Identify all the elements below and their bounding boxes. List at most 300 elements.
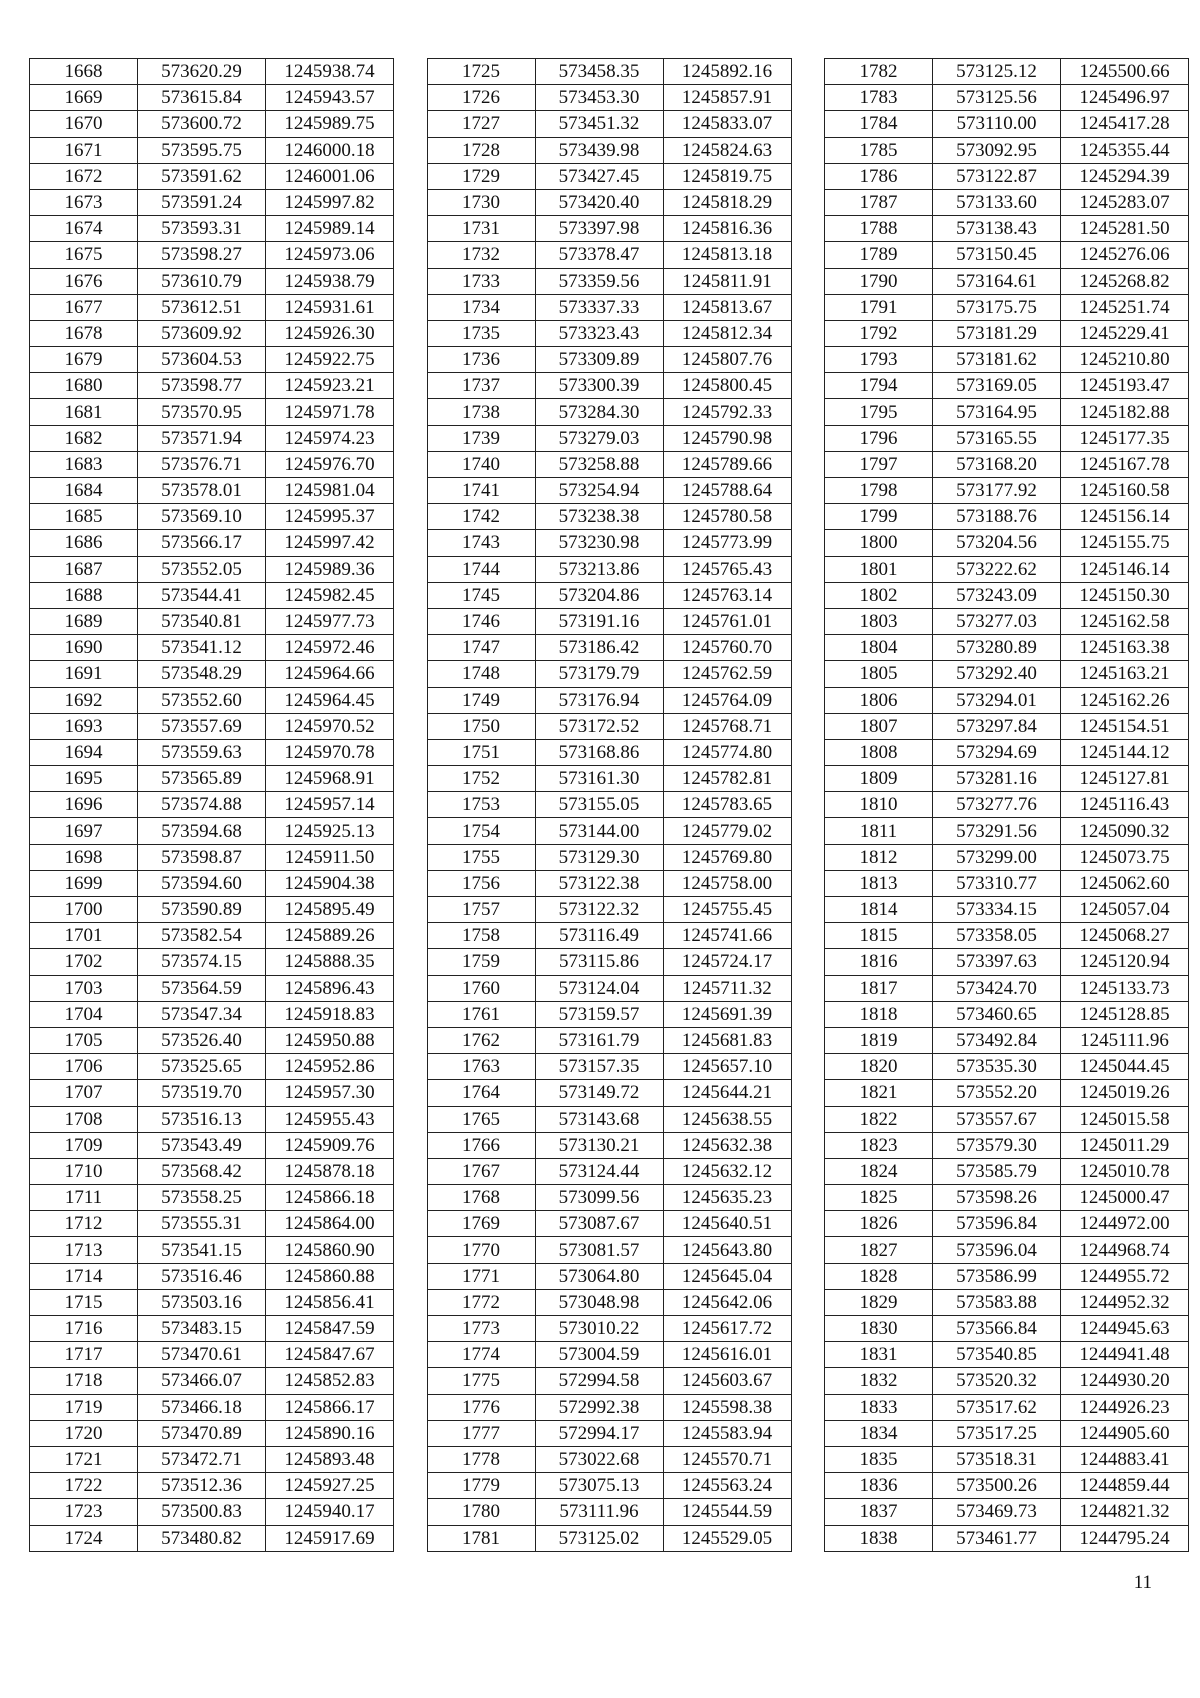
x-coordinate-cell: 573604.53 xyxy=(138,347,266,373)
x-coordinate-cell: 572994.17 xyxy=(535,1420,663,1446)
point-number-cell: 1797 xyxy=(825,451,933,477)
x-coordinate-cell: 573277.76 xyxy=(933,792,1061,818)
point-number-cell: 1743 xyxy=(427,530,535,556)
x-coordinate-cell: 573472.71 xyxy=(138,1446,266,1472)
y-coordinate-cell: 1245788.64 xyxy=(663,478,791,504)
point-number-cell: 1725 xyxy=(427,59,535,85)
y-coordinate-cell: 1244905.60 xyxy=(1061,1420,1189,1446)
x-coordinate-cell: 573470.89 xyxy=(138,1420,266,1446)
table-row xyxy=(825,792,1189,818)
x-coordinate-cell: 573144.00 xyxy=(535,818,663,844)
x-coordinate-cell: 573297.84 xyxy=(933,713,1061,739)
table-row xyxy=(30,399,394,425)
y-coordinate-cell: 1245283.07 xyxy=(1061,189,1189,215)
point-number-cell: 1755 xyxy=(427,844,535,870)
table-row xyxy=(825,1237,1189,1263)
point-number-cell: 1812 xyxy=(825,844,933,870)
y-coordinate-cell: 1245819.75 xyxy=(663,163,791,189)
y-coordinate-cell: 1245229.41 xyxy=(1061,320,1189,346)
coordinate-tables xyxy=(29,58,1189,1552)
x-coordinate-cell: 573081.57 xyxy=(535,1237,663,1263)
table-row xyxy=(427,425,791,451)
x-coordinate-cell: 573582.54 xyxy=(138,923,266,949)
y-coordinate-cell: 1245812.34 xyxy=(663,320,791,346)
x-coordinate-cell: 573566.17 xyxy=(138,530,266,556)
y-coordinate-cell: 1245000.47 xyxy=(1061,1185,1189,1211)
y-coordinate-cell: 1245010.78 xyxy=(1061,1158,1189,1184)
point-number-cell: 1708 xyxy=(30,1106,138,1132)
point-number-cell: 1671 xyxy=(30,137,138,163)
y-coordinate-cell: 1244930.20 xyxy=(1061,1368,1189,1394)
y-coordinate-cell: 1245603.67 xyxy=(663,1368,791,1394)
y-coordinate-cell: 1246000.18 xyxy=(266,137,394,163)
table-row xyxy=(427,1263,791,1289)
table-row xyxy=(30,1525,394,1551)
table-row xyxy=(30,268,394,294)
x-coordinate-cell: 573004.59 xyxy=(535,1342,663,1368)
y-coordinate-cell: 1245496.97 xyxy=(1061,85,1189,111)
y-coordinate-cell: 1244972.00 xyxy=(1061,1211,1189,1237)
table-row xyxy=(30,451,394,477)
y-coordinate-cell: 1245926.30 xyxy=(266,320,394,346)
y-coordinate-cell: 1245657.10 xyxy=(663,1054,791,1080)
x-coordinate-cell: 573466.18 xyxy=(138,1394,266,1420)
y-coordinate-cell: 1245019.26 xyxy=(1061,1080,1189,1106)
y-coordinate-cell: 1245800.45 xyxy=(663,373,791,399)
table-row xyxy=(30,1342,394,1368)
y-coordinate-cell: 1245792.33 xyxy=(663,399,791,425)
y-coordinate-cell: 1245632.12 xyxy=(663,1158,791,1184)
x-coordinate-cell: 573565.89 xyxy=(138,766,266,792)
y-coordinate-cell: 1245789.66 xyxy=(663,451,791,477)
x-coordinate-cell: 573424.70 xyxy=(933,975,1061,1001)
y-coordinate-cell: 1245529.05 xyxy=(663,1525,791,1551)
y-coordinate-cell: 1245878.18 xyxy=(266,1158,394,1184)
y-coordinate-cell: 1245127.81 xyxy=(1061,766,1189,792)
point-number-cell: 1733 xyxy=(427,268,535,294)
table-row xyxy=(30,897,394,923)
x-coordinate-cell: 573578.01 xyxy=(138,478,266,504)
point-number-cell: 1757 xyxy=(427,897,535,923)
point-number-cell: 1781 xyxy=(427,1525,535,1551)
table-row xyxy=(825,189,1189,215)
point-number-cell: 1702 xyxy=(30,949,138,975)
table-row xyxy=(30,1080,394,1106)
x-coordinate-cell: 573181.62 xyxy=(933,347,1061,373)
point-number-cell: 1740 xyxy=(427,451,535,477)
point-number-cell: 1696 xyxy=(30,792,138,818)
x-coordinate-cell: 573570.95 xyxy=(138,399,266,425)
point-number-cell: 1762 xyxy=(427,1027,535,1053)
y-coordinate-cell: 1244968.74 xyxy=(1061,1237,1189,1263)
point-number-cell: 1764 xyxy=(427,1080,535,1106)
x-coordinate-cell: 573397.98 xyxy=(535,216,663,242)
y-coordinate-cell: 1245911.50 xyxy=(266,844,394,870)
table-row xyxy=(825,766,1189,792)
table-row xyxy=(30,923,394,949)
y-coordinate-cell: 1245062.60 xyxy=(1061,870,1189,896)
y-coordinate-cell: 1245281.50 xyxy=(1061,216,1189,242)
x-coordinate-cell: 573525.65 xyxy=(138,1054,266,1080)
table-row xyxy=(427,530,791,556)
x-coordinate-cell: 573048.98 xyxy=(535,1289,663,1315)
y-coordinate-cell: 1245866.17 xyxy=(266,1394,394,1420)
y-coordinate-cell: 1245852.83 xyxy=(266,1368,394,1394)
x-coordinate-cell: 573593.31 xyxy=(138,216,266,242)
y-coordinate-cell: 1245763.14 xyxy=(663,582,791,608)
x-coordinate-cell: 573359.56 xyxy=(535,268,663,294)
point-number-cell: 1670 xyxy=(30,111,138,137)
x-coordinate-cell: 573186.42 xyxy=(535,635,663,661)
y-coordinate-cell: 1245783.65 xyxy=(663,792,791,818)
x-coordinate-cell: 573284.30 xyxy=(535,399,663,425)
point-number-cell: 1689 xyxy=(30,608,138,634)
y-coordinate-cell: 1245957.30 xyxy=(266,1080,394,1106)
table-row xyxy=(427,635,791,661)
table-row xyxy=(825,1525,1189,1551)
point-number-cell: 1730 xyxy=(427,189,535,215)
y-coordinate-cell: 1245780.58 xyxy=(663,504,791,530)
x-coordinate-cell: 573243.09 xyxy=(933,582,1061,608)
y-coordinate-cell: 1245896.43 xyxy=(266,975,394,1001)
x-coordinate-cell: 573125.12 xyxy=(933,59,1061,85)
x-coordinate-cell: 573125.02 xyxy=(535,1525,663,1551)
x-coordinate-cell: 573559.63 xyxy=(138,739,266,765)
point-number-cell: 1805 xyxy=(825,661,933,687)
point-number-cell: 1686 xyxy=(30,530,138,556)
table-body xyxy=(825,59,1189,1552)
point-number-cell: 1820 xyxy=(825,1054,933,1080)
x-coordinate-cell: 573164.61 xyxy=(933,268,1061,294)
x-coordinate-cell: 573164.95 xyxy=(933,399,1061,425)
table-row xyxy=(30,1420,394,1446)
table-row xyxy=(30,1316,394,1342)
y-coordinate-cell: 1245997.82 xyxy=(266,189,394,215)
point-number-cell: 1836 xyxy=(825,1473,933,1499)
y-coordinate-cell: 1245925.13 xyxy=(266,818,394,844)
y-coordinate-cell: 1245860.90 xyxy=(266,1237,394,1263)
x-coordinate-cell: 573460.65 xyxy=(933,1001,1061,1027)
x-coordinate-cell: 573540.85 xyxy=(933,1342,1061,1368)
point-number-cell: 1771 xyxy=(427,1263,535,1289)
point-number-cell: 1736 xyxy=(427,347,535,373)
x-coordinate-cell: 573294.69 xyxy=(933,739,1061,765)
point-number-cell: 1703 xyxy=(30,975,138,1001)
table-row xyxy=(427,1001,791,1027)
x-coordinate-cell: 573585.79 xyxy=(933,1158,1061,1184)
y-coordinate-cell: 1245642.06 xyxy=(663,1289,791,1315)
point-number-cell: 1776 xyxy=(427,1394,535,1420)
point-number-cell: 1803 xyxy=(825,608,933,634)
table-row xyxy=(30,556,394,582)
x-coordinate-cell: 573591.62 xyxy=(138,163,266,189)
y-coordinate-cell: 1245922.75 xyxy=(266,347,394,373)
x-coordinate-cell: 573378.47 xyxy=(535,242,663,268)
table-row xyxy=(825,320,1189,346)
point-number-cell: 1669 xyxy=(30,85,138,111)
x-coordinate-cell: 573334.15 xyxy=(933,897,1061,923)
y-coordinate-cell: 1245982.45 xyxy=(266,582,394,608)
x-coordinate-cell: 573222.62 xyxy=(933,556,1061,582)
point-number-cell: 1698 xyxy=(30,844,138,870)
y-coordinate-cell: 1245950.88 xyxy=(266,1027,394,1053)
table-row xyxy=(30,1027,394,1053)
x-coordinate-cell: 573161.30 xyxy=(535,766,663,792)
table-row xyxy=(427,1342,791,1368)
y-coordinate-cell: 1245755.45 xyxy=(663,897,791,923)
y-coordinate-cell: 1245645.04 xyxy=(663,1263,791,1289)
y-coordinate-cell: 1245955.43 xyxy=(266,1106,394,1132)
table-row xyxy=(825,608,1189,634)
y-coordinate-cell: 1245691.39 xyxy=(663,1001,791,1027)
point-number-cell: 1742 xyxy=(427,504,535,530)
y-coordinate-cell: 1245162.58 xyxy=(1061,608,1189,634)
y-coordinate-cell: 1245146.14 xyxy=(1061,556,1189,582)
x-coordinate-cell: 573566.84 xyxy=(933,1316,1061,1342)
table-row xyxy=(427,111,791,137)
table-row xyxy=(825,294,1189,320)
y-coordinate-cell: 1245997.42 xyxy=(266,530,394,556)
y-coordinate-cell: 1245976.70 xyxy=(266,451,394,477)
table-row xyxy=(427,687,791,713)
x-coordinate-cell: 573518.31 xyxy=(933,1446,1061,1472)
table-row xyxy=(825,1368,1189,1394)
x-coordinate-cell: 573591.24 xyxy=(138,189,266,215)
x-coordinate-cell: 573087.67 xyxy=(535,1211,663,1237)
y-coordinate-cell: 1245417.28 xyxy=(1061,111,1189,137)
table-row xyxy=(30,766,394,792)
x-coordinate-cell: 573122.32 xyxy=(535,897,663,923)
y-coordinate-cell: 1244945.63 xyxy=(1061,1316,1189,1342)
point-number-cell: 1685 xyxy=(30,504,138,530)
table-row xyxy=(30,661,394,687)
point-number-cell: 1691 xyxy=(30,661,138,687)
x-coordinate-cell: 573177.92 xyxy=(933,478,1061,504)
x-coordinate-cell: 573300.39 xyxy=(535,373,663,399)
point-number-cell: 1745 xyxy=(427,582,535,608)
point-number-cell: 1741 xyxy=(427,478,535,504)
point-number-cell: 1778 xyxy=(427,1446,535,1472)
point-number-cell: 1724 xyxy=(30,1525,138,1551)
x-coordinate-cell: 573564.59 xyxy=(138,975,266,1001)
point-number-cell: 1694 xyxy=(30,739,138,765)
y-coordinate-cell: 1245970.78 xyxy=(266,739,394,765)
point-number-cell: 1687 xyxy=(30,556,138,582)
table-row xyxy=(30,137,394,163)
y-coordinate-cell: 1245816.36 xyxy=(663,216,791,242)
y-coordinate-cell: 1245923.21 xyxy=(266,373,394,399)
point-number-cell: 1699 xyxy=(30,870,138,896)
table-row xyxy=(825,85,1189,111)
x-coordinate-cell: 573124.44 xyxy=(535,1158,663,1184)
point-number-cell: 1765 xyxy=(427,1106,535,1132)
point-number-cell: 1798 xyxy=(825,478,933,504)
x-coordinate-cell: 573110.00 xyxy=(933,111,1061,137)
y-coordinate-cell: 1245889.26 xyxy=(266,923,394,949)
y-coordinate-cell: 1245892.16 xyxy=(663,59,791,85)
y-coordinate-cell: 1245856.41 xyxy=(266,1289,394,1315)
x-coordinate-cell: 573519.70 xyxy=(138,1080,266,1106)
y-coordinate-cell: 1245068.27 xyxy=(1061,923,1189,949)
x-coordinate-cell: 573461.77 xyxy=(933,1525,1061,1551)
x-coordinate-cell: 573595.75 xyxy=(138,137,266,163)
point-number-cell: 1766 xyxy=(427,1132,535,1158)
table-row xyxy=(427,975,791,1001)
x-coordinate-cell: 573598.26 xyxy=(933,1185,1061,1211)
table-row xyxy=(825,1158,1189,1184)
x-coordinate-cell: 573281.16 xyxy=(933,766,1061,792)
y-coordinate-cell: 1245888.35 xyxy=(266,949,394,975)
table-row xyxy=(825,1211,1189,1237)
y-coordinate-cell: 1245762.59 xyxy=(663,661,791,687)
point-number-cell: 1700 xyxy=(30,897,138,923)
y-coordinate-cell: 1245895.49 xyxy=(266,897,394,923)
x-coordinate-cell: 573294.01 xyxy=(933,687,1061,713)
table-row xyxy=(825,687,1189,713)
y-coordinate-cell: 1245090.32 xyxy=(1061,818,1189,844)
y-coordinate-cell: 1245598.38 xyxy=(663,1394,791,1420)
y-coordinate-cell: 1245758.00 xyxy=(663,870,791,896)
table-row xyxy=(427,1054,791,1080)
x-coordinate-cell: 573517.62 xyxy=(933,1394,1061,1420)
table-row xyxy=(825,556,1189,582)
point-number-cell: 1772 xyxy=(427,1289,535,1315)
x-coordinate-cell: 573279.03 xyxy=(535,425,663,451)
x-coordinate-cell: 573594.60 xyxy=(138,870,266,896)
y-coordinate-cell: 1245640.51 xyxy=(663,1211,791,1237)
y-coordinate-cell: 1245847.59 xyxy=(266,1316,394,1342)
point-number-cell: 1682 xyxy=(30,425,138,451)
table-row xyxy=(30,1158,394,1184)
table-row xyxy=(427,1368,791,1394)
y-coordinate-cell: 1245761.01 xyxy=(663,608,791,634)
table-row xyxy=(825,268,1189,294)
table-row xyxy=(30,792,394,818)
point-number-cell: 1693 xyxy=(30,713,138,739)
y-coordinate-cell: 1245635.23 xyxy=(663,1185,791,1211)
point-number-cell: 1711 xyxy=(30,1185,138,1211)
x-coordinate-cell: 573480.82 xyxy=(138,1525,266,1551)
table-row xyxy=(427,163,791,189)
table-row xyxy=(30,1185,394,1211)
y-coordinate-cell: 1245973.06 xyxy=(266,242,394,268)
x-coordinate-cell: 573547.34 xyxy=(138,1001,266,1027)
point-number-cell: 1683 xyxy=(30,451,138,477)
table-row xyxy=(30,1001,394,1027)
y-coordinate-cell: 1244821.32 xyxy=(1061,1499,1189,1525)
y-coordinate-cell: 1245971.78 xyxy=(266,399,394,425)
table-row xyxy=(30,189,394,215)
point-number-cell: 1676 xyxy=(30,268,138,294)
table-row xyxy=(825,870,1189,896)
table-row xyxy=(30,975,394,1001)
y-coordinate-cell: 1245638.55 xyxy=(663,1106,791,1132)
y-coordinate-cell: 1245011.29 xyxy=(1061,1132,1189,1158)
y-coordinate-cell: 1245167.78 xyxy=(1061,451,1189,477)
point-number-cell: 1794 xyxy=(825,373,933,399)
table-row xyxy=(427,1027,791,1053)
point-number-cell: 1714 xyxy=(30,1263,138,1289)
table-row xyxy=(427,294,791,320)
point-number-cell: 1779 xyxy=(427,1473,535,1499)
x-coordinate-cell: 573544.41 xyxy=(138,582,266,608)
point-number-cell: 1807 xyxy=(825,713,933,739)
x-coordinate-cell: 573574.15 xyxy=(138,949,266,975)
table-row xyxy=(825,1132,1189,1158)
table-row xyxy=(30,320,394,346)
point-number-cell: 1784 xyxy=(825,111,933,137)
x-coordinate-cell: 573075.13 xyxy=(535,1473,663,1499)
x-coordinate-cell: 573309.89 xyxy=(535,347,663,373)
table-row xyxy=(427,1499,791,1525)
x-coordinate-cell: 573535.30 xyxy=(933,1054,1061,1080)
table-row xyxy=(825,451,1189,477)
point-number-cell: 1721 xyxy=(30,1446,138,1472)
y-coordinate-cell: 1245210.80 xyxy=(1061,347,1189,373)
point-number-cell: 1756 xyxy=(427,870,535,896)
y-coordinate-cell: 1245294.39 xyxy=(1061,163,1189,189)
table-row xyxy=(427,1237,791,1263)
y-coordinate-cell: 1244955.72 xyxy=(1061,1263,1189,1289)
y-coordinate-cell: 1245957.14 xyxy=(266,792,394,818)
y-coordinate-cell: 1245782.81 xyxy=(663,766,791,792)
point-number-cell: 1827 xyxy=(825,1237,933,1263)
point-number-cell: 1831 xyxy=(825,1342,933,1368)
point-number-cell: 1761 xyxy=(427,1001,535,1027)
x-coordinate-cell: 573204.56 xyxy=(933,530,1061,556)
point-number-cell: 1760 xyxy=(427,975,535,1001)
point-number-cell: 1705 xyxy=(30,1027,138,1053)
point-number-cell: 1769 xyxy=(427,1211,535,1237)
x-coordinate-cell: 573168.86 xyxy=(535,739,663,765)
point-number-cell: 1792 xyxy=(825,320,933,346)
point-number-cell: 1679 xyxy=(30,347,138,373)
y-coordinate-cell: 1245044.45 xyxy=(1061,1054,1189,1080)
point-number-cell: 1833 xyxy=(825,1394,933,1420)
x-coordinate-cell: 573557.69 xyxy=(138,713,266,739)
point-number-cell: 1777 xyxy=(427,1420,535,1446)
table-row xyxy=(427,661,791,687)
table-row xyxy=(427,347,791,373)
point-number-cell: 1811 xyxy=(825,818,933,844)
point-number-cell: 1744 xyxy=(427,556,535,582)
point-number-cell: 1717 xyxy=(30,1342,138,1368)
point-number-cell: 1775 xyxy=(427,1368,535,1394)
table-row xyxy=(825,1080,1189,1106)
y-coordinate-cell: 1245193.47 xyxy=(1061,373,1189,399)
table-row xyxy=(427,792,791,818)
y-coordinate-cell: 1245995.37 xyxy=(266,504,394,530)
table-row xyxy=(30,1499,394,1525)
table-row xyxy=(30,347,394,373)
point-number-cell: 1728 xyxy=(427,137,535,163)
y-coordinate-cell: 1245116.43 xyxy=(1061,792,1189,818)
table-row xyxy=(30,818,394,844)
x-coordinate-cell: 573258.88 xyxy=(535,451,663,477)
y-coordinate-cell: 1245182.88 xyxy=(1061,399,1189,425)
y-coordinate-cell: 1245989.75 xyxy=(266,111,394,137)
x-coordinate-cell: 573453.30 xyxy=(535,85,663,111)
x-coordinate-cell: 573188.76 xyxy=(933,504,1061,530)
table-row xyxy=(30,1473,394,1499)
point-number-cell: 1734 xyxy=(427,294,535,320)
y-coordinate-cell: 1245724.17 xyxy=(663,949,791,975)
point-number-cell: 1815 xyxy=(825,923,933,949)
y-coordinate-cell: 1245155.75 xyxy=(1061,530,1189,556)
table-row xyxy=(427,1211,791,1237)
point-number-cell: 1808 xyxy=(825,739,933,765)
y-coordinate-cell: 1245500.66 xyxy=(1061,59,1189,85)
